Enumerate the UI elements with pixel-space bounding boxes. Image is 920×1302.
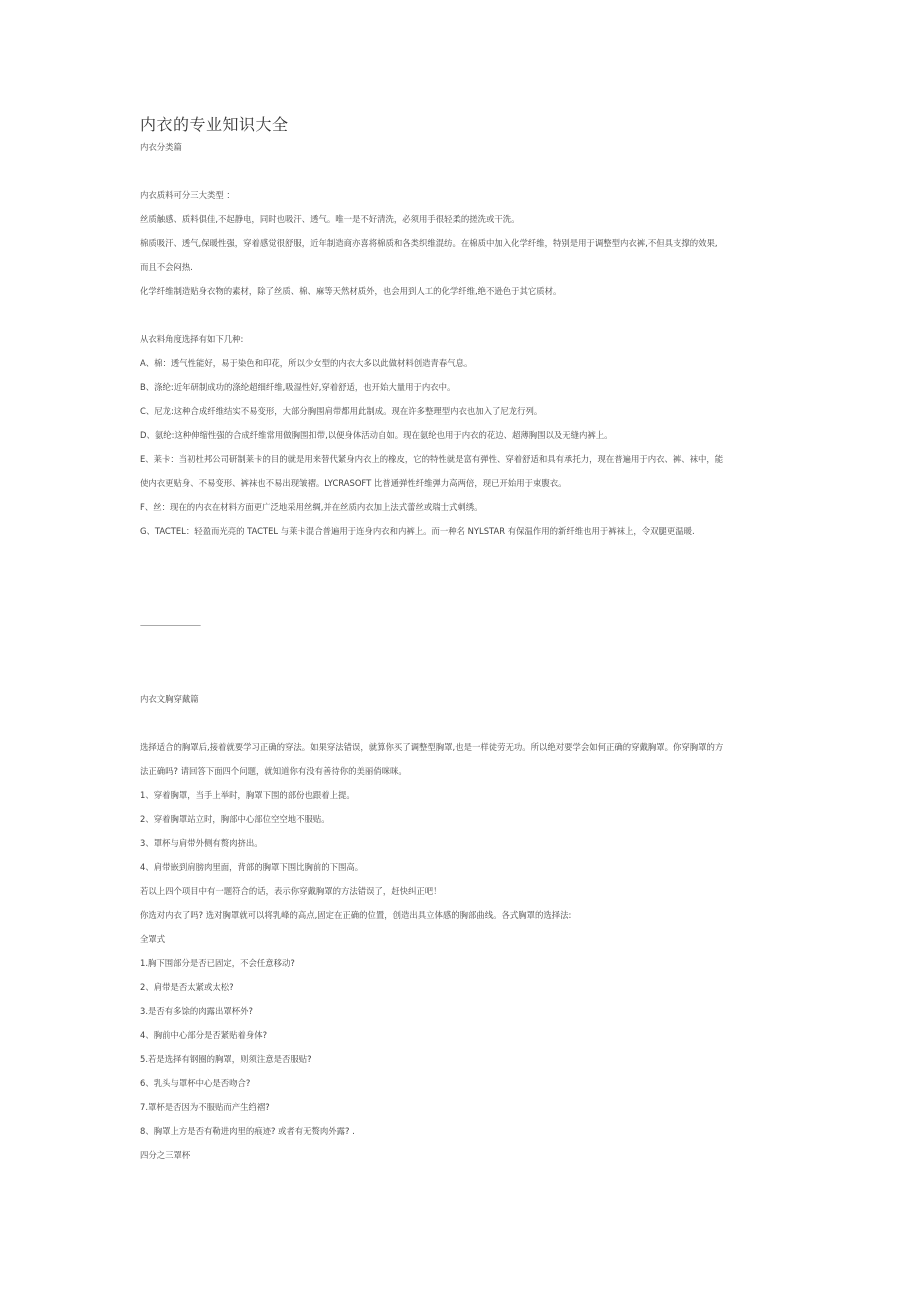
subtitle: 内衣分类篇: [140, 142, 182, 152]
checklist-item: 8、胸罩上方是否有勒进肉里的痕迹? 或者有无赘肉外露? .: [140, 1126, 355, 1136]
paragraph-line: 棉质吸汗、透气,保暖性强，穿着感觉很舒服，近年制造商亦喜将棉质和各类织维混纺。在棉质中加入化学纤维，特别是用于调整型内衣裤,不但具支撑的效果,: [140, 238, 718, 248]
paragraph-line: 法正确吗? 请回答下面四个问题，就知道你有没有善待你的美丽俏咪咪。: [140, 766, 407, 776]
material-item: D、氨纶:这种伸缩性强的合成纤维常用做胸围扣带,以便身体活动自如。现在氨纶也用于内衣的花边、超薄胸围以及无缝内裤上。: [140, 430, 613, 440]
checklist-item: 2、肩带是否太紧或太松?: [140, 982, 234, 992]
material-heading: 从衣料角度选择有如下几种:: [140, 334, 244, 344]
material-item: A、棉：透气性能好，易于染色和印花，所以少女型的内衣大多以此做材料创造青春气息。: [140, 358, 473, 368]
selection-line: 你选对内衣了吗? 选对胸罩就可以将乳峰的高点,固定在正确的位置，创造出具立体感的胸部曲线。各式胸罩的选择法:: [140, 910, 572, 920]
checklist-item: 1.胸下围部分是否已固定，不会任意移动?: [140, 958, 295, 968]
paragraph-line: 选择适合的胸罩后,接着就要学习正确的穿法。如果穿法错误，就算你买了调整型胸罩,也是一样徒劳无功。所以绝对要学会如何正确的穿戴胸罩。你穿胸罩的方: [140, 742, 724, 752]
material-item: E、莱卡：当初杜邦公司研制莱卡的目的就是用来替代紧身内衣上的橡皮，它的特性就是富有弹性、穿着舒适和具有承托力，现在普遍用于内衣、裤、袜中，能: [140, 454, 724, 464]
full-cup-heading: 全罩式: [140, 934, 166, 944]
check-item: 1、穿着胸罩，当手上举时，胸罩下围的部份也跟着上提。: [140, 790, 355, 800]
checklist-item: 7.罩杯是否因为不服贴而产生绉褶?: [140, 1102, 270, 1112]
wear-heading: 内衣文胸穿戴篇: [140, 694, 199, 704]
material-item: 使内衣更贴身、不易变形、裤袜也不易出现皱褶。LYCRASOFT 比普通弹性纤维弹力高两倍，现已开始用于束腹衣。: [140, 478, 567, 488]
material-item: F、丝：现在的内衣在材料方面更广泛地采用丝绸,并在丝质内衣加上法式蕾丝或瑞士式刺绣。: [140, 502, 483, 512]
material-item: G、TACTEL：轻盈而光亮的 TACTEL 与莱卡混合普遍用于连身内衣和内裤上。而一种名 NYLSTAR 有保温作用的新纤维也用于裤袜上，令双腿更温暖.: [140, 526, 695, 536]
check-item: 3、罩杯与肩带外侧有赘肉挤出。: [140, 838, 263, 848]
paragraph-line: 丝质触感、质料俱佳,不起静电，同时也吸汗、透气。唯一是不好清洗，必须用手很轻柔的搓洗或干洗。: [140, 214, 520, 224]
checklist-item: 3.是否有多馀的肉露出罩杯外?: [140, 1006, 253, 1016]
three-quarter-cup-heading: 四分之三罩杯: [140, 1150, 191, 1160]
paragraph-line: 化学纤维制造贴身衣物的素材，除了丝质、棉、麻等天然材质外，也会用到人工的化学纤维,绝不逊色于其它质材。: [140, 286, 562, 296]
fabric-heading: 内衣质料可分三大类型 ：: [140, 190, 235, 200]
check-item: 4、肩带嵌到肩膀肉里面，背部的胸罩下围比胸前的下围高。: [140, 862, 364, 872]
material-item: B、涤纶:近年研制成功的涤纶超细纤维,吸湿性好,穿着舒适，也开始大量用于内衣中。: [140, 382, 456, 392]
separator-line: ——————————: [140, 621, 200, 629]
warning-line: 若以上四个项目中有一题符合的话，表示你穿戴胸罩的方法错误了，赶快纠正吧！: [140, 886, 442, 896]
paragraph-line: 而且不会闷热.: [140, 262, 193, 272]
checklist-item: 6、乳头与罩杯中心是否吻合?: [140, 1078, 251, 1088]
material-item: C、尼龙:这种合成纤维结实不易变形，大部分胸围肩带都用此制成。现在许多整理型内衣也加入了尼龙行列。: [140, 406, 543, 416]
checklist-item: 4、胸前中心部分是否紧贴着身体?: [140, 1030, 268, 1040]
document-title: 内衣的专业知识大全: [140, 115, 289, 134]
check-item: 2、穿着胸罩站立时，胸部中心部位空空地不服贴。: [140, 814, 330, 824]
checklist-item: 5.若是选择有钢圈的胸罩，则须注意是否服贴?: [140, 1054, 312, 1064]
